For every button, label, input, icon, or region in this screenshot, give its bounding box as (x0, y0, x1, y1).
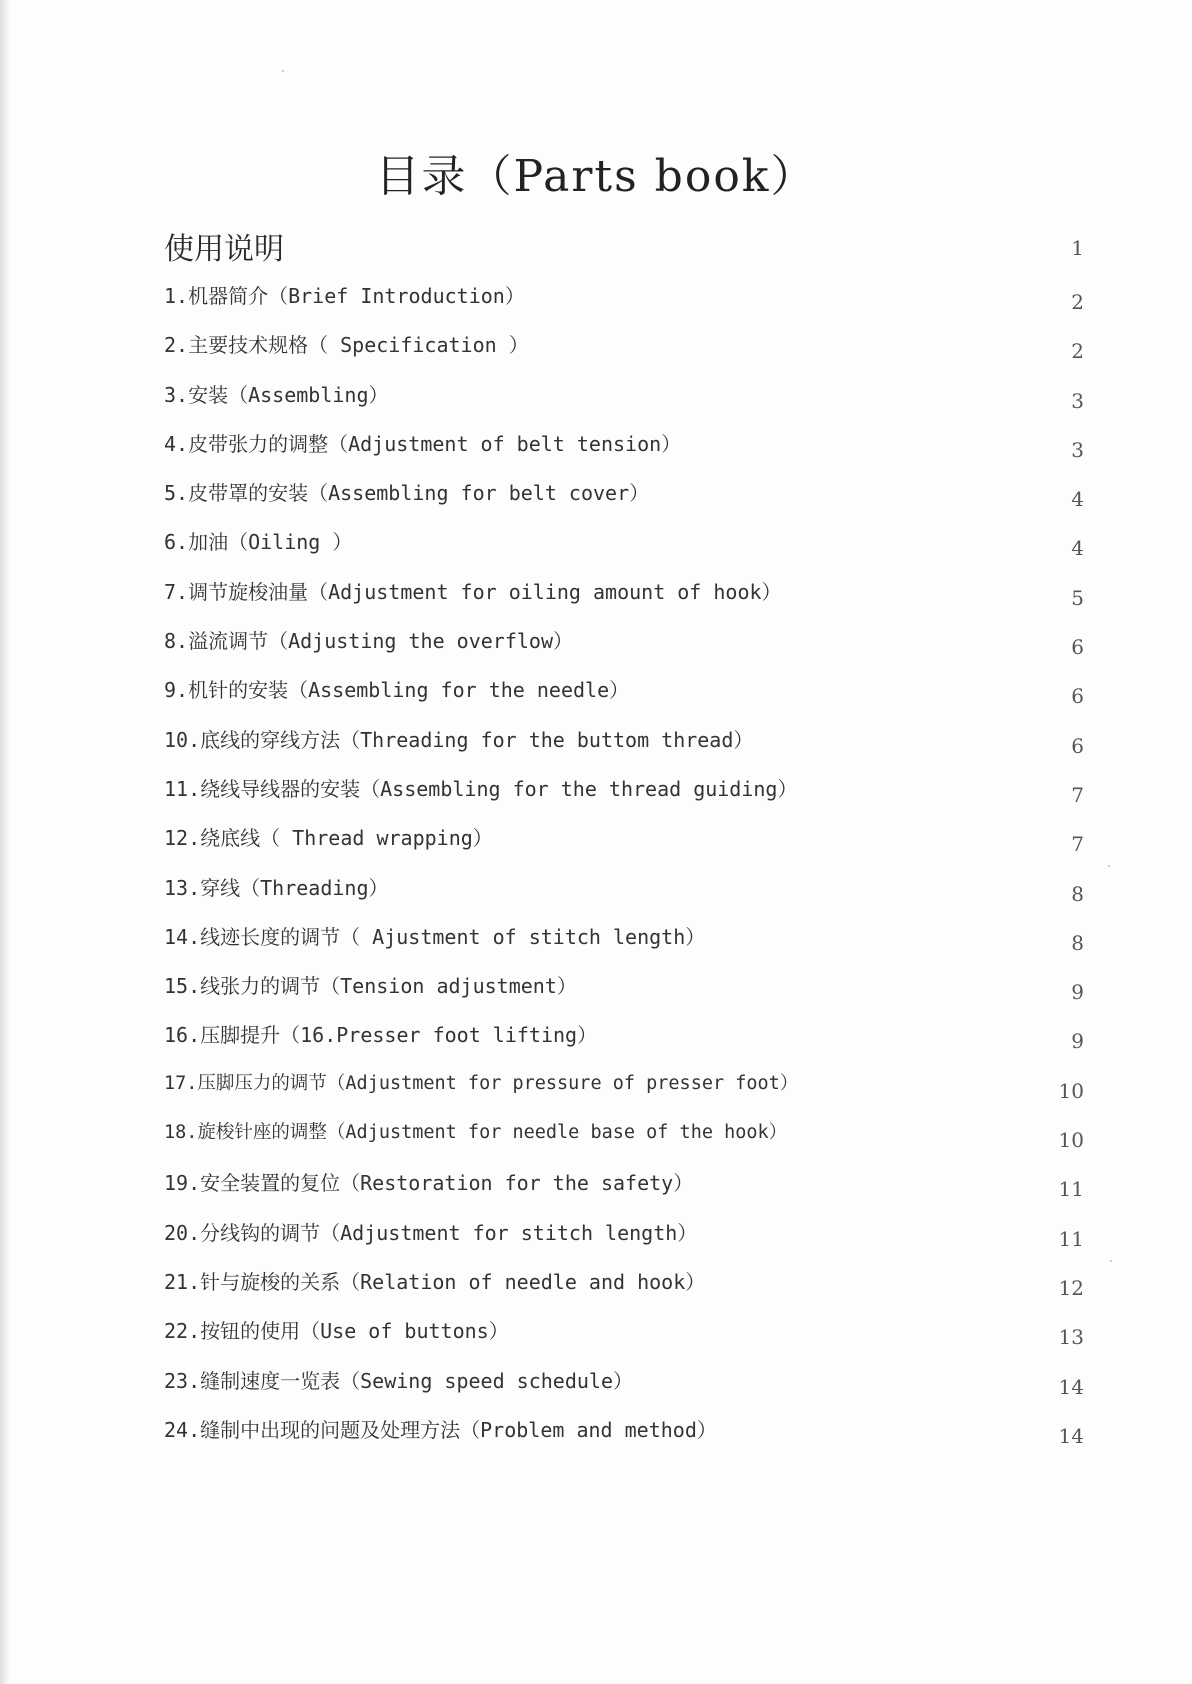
toc-entry-page: 13 (1058, 1325, 1084, 1350)
toc-entry (164, 522, 1084, 571)
toc-heading-page: 1 (1071, 236, 1084, 260)
toc-entry-page: 8 (1071, 930, 1084, 955)
toc-entry-text: 10.底线的穿线方法（Threading for the buttom thread） (164, 727, 754, 752)
toc-entry-page: 4 (1071, 536, 1084, 561)
toc-entry-page: 9 (1071, 1029, 1084, 1054)
page-title: 目录（Parts book） (375, 151, 817, 202)
toc-entry-page: 5 (1071, 585, 1084, 610)
toc-entry-text: 24.缝制中出现的问题及处理方法（Problem and method） (164, 1417, 717, 1442)
toc-entry-page: 11 (1058, 1177, 1084, 1202)
toc-entry-text: 1.机器简介（Brief Introduction） (164, 284, 525, 308)
toc-entry-page: 6 (1071, 684, 1084, 709)
toc-entry (164, 276, 1084, 325)
toc-entry-page: 11 (1058, 1226, 1084, 1251)
toc-entry-text: 12.绕底线（ Thread wrapping） (164, 826, 493, 851)
toc-entry-text: 15.线张力的调节（Tension adjustment） (164, 974, 577, 999)
scan-edge (0, 0, 10, 1684)
toc-entry-text: 17.压脚压力的调节（Adjustment for pressure of presser foot） (164, 1072, 799, 1094)
scan-speck (282, 70, 284, 72)
toc-entry (164, 1065, 1084, 1114)
table-of-contents (164, 218, 1084, 1459)
toc-entry-text: 22.按钮的使用（Use of buttons） (164, 1319, 509, 1344)
toc-entry (164, 1311, 1084, 1360)
toc-entry (164, 670, 1084, 719)
toc-entry (164, 325, 1084, 374)
scan-speck (1110, 1260, 1112, 1262)
toc-entry-page: 6 (1071, 733, 1084, 758)
toc-entry-text: 19.安全装置的复位（Restoration for the safety） (164, 1171, 694, 1196)
toc-entry-text: 5.皮带罩的安装（Assembling for belt cover） (164, 481, 650, 506)
toc-entry-page: 2 (1071, 339, 1084, 364)
toc-entry-text: 8.溢流调节（Adjusting the overflow） (164, 629, 573, 654)
toc-entry-text: 7.调节旋梭油量（Adjustment for oiling amount of hook） (164, 579, 782, 604)
toc-entry-text: 13.穿线（Threading） (164, 875, 389, 900)
toc-entry-text: 3.安装（Assembling） (164, 382, 389, 407)
toc-heading: 使用说明 (164, 232, 284, 267)
toc-entry-text: 18.旋梭针座的调整（Adjustment for needle base of the hook） (164, 1122, 788, 1144)
toc-entry (164, 1015, 1084, 1064)
toc-entry-page: 14 (1058, 1374, 1084, 1399)
toc-entry (164, 966, 1084, 1015)
toc-list (164, 276, 1084, 1459)
toc-entry-page: 3 (1071, 388, 1084, 413)
toc-entry (164, 1213, 1084, 1262)
toc-entry-text: 14.线迹长度的调节（ Ajustment of stitch length） (164, 924, 706, 949)
toc-entry (164, 720, 1084, 769)
toc-entry (164, 621, 1084, 670)
toc-entry-page: 8 (1071, 881, 1084, 906)
toc-entry (164, 868, 1084, 917)
toc-entry (164, 1361, 1084, 1410)
toc-entry-page: 7 (1071, 832, 1084, 857)
toc-entry (164, 572, 1084, 621)
toc-entry-text: 21.针与旋梭的关系（Relation of needle and hook） (164, 1269, 706, 1294)
toc-entry-text: 23.缝制速度一览表（Sewing speed schedule） (164, 1368, 633, 1393)
toc-entry (164, 769, 1084, 818)
toc-entry-page: 12 (1058, 1275, 1084, 1300)
toc-entry-page: 4 (1071, 487, 1084, 512)
toc-entry-text: 9.机针的安装（Assembling for the needle） (164, 678, 630, 703)
toc-entry (164, 1262, 1084, 1311)
toc-entry-page: 9 (1071, 980, 1084, 1005)
scan-speck (1108, 865, 1110, 867)
toc-entry (164, 1163, 1084, 1212)
toc-entry-page: 14 (1058, 1423, 1084, 1448)
toc-entry (164, 1410, 1084, 1459)
toc-heading-row (164, 218, 1084, 276)
toc-entry-text: 2.主要技术规格（ Specification ） (164, 333, 529, 358)
toc-entry (164, 1114, 1084, 1163)
toc-entry-page: 10 (1058, 1128, 1084, 1153)
toc-entry (164, 424, 1084, 473)
toc-entry-text: 4.皮带张力的调整（Adjustment of belt tension） (164, 431, 682, 456)
toc-entry-page: 3 (1071, 437, 1084, 462)
toc-entry-page: 7 (1071, 782, 1084, 807)
toc-entry (164, 917, 1084, 966)
toc-entry-page: 2 (1071, 290, 1084, 314)
toc-entry-text: 16.压脚提升（16.Presser foot lifting） (164, 1023, 598, 1048)
toc-entry-page: 10 (1058, 1078, 1084, 1103)
toc-entry (164, 473, 1084, 522)
toc-entry-text: 6.加油（Oiling ） (164, 530, 353, 555)
toc-entry (164, 375, 1084, 424)
toc-entry (164, 818, 1084, 867)
toc-entry-page: 6 (1071, 635, 1084, 660)
toc-entry-text: 20.分线钩的调节（Adjustment for stitch length） (164, 1220, 698, 1245)
toc-entry-text: 11.绕线导线器的安装（Assembling for the thread guiding） (164, 776, 798, 801)
